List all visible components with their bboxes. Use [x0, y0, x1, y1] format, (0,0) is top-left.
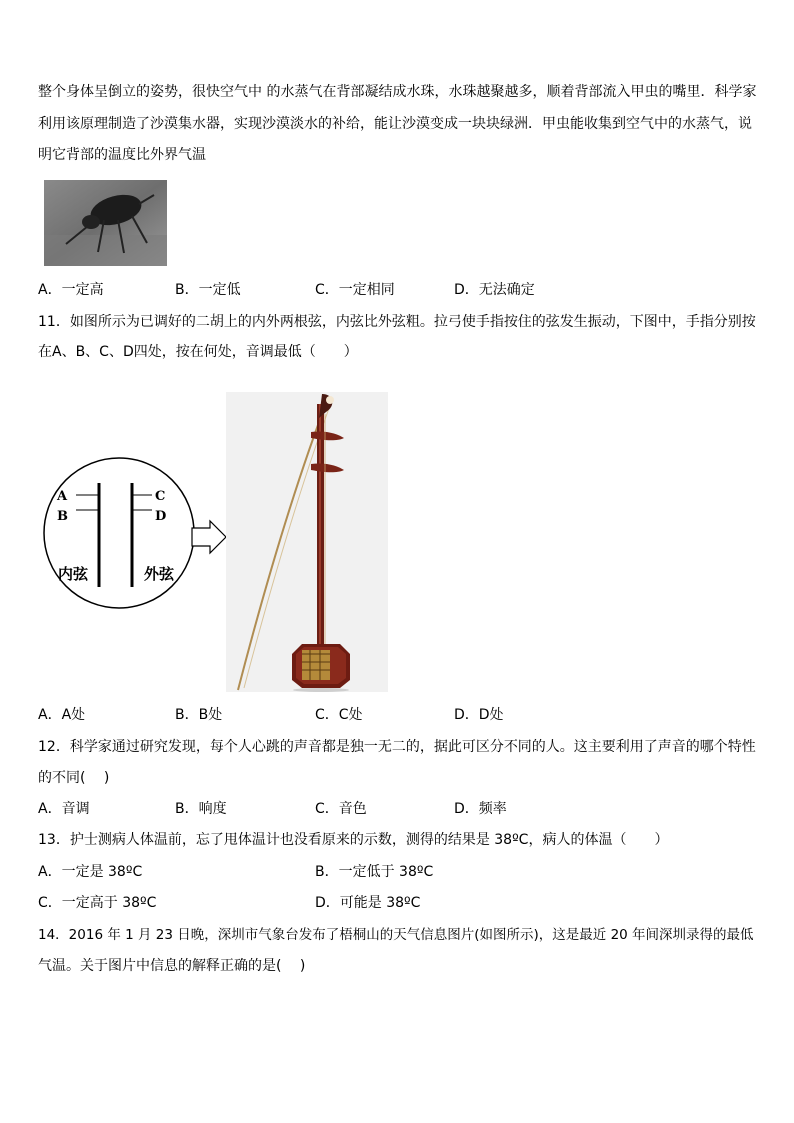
q10-line-3: 明它背部的温度比外界气温 [38, 147, 206, 163]
q12-option-d: D．频率 [454, 801, 507, 817]
q12-option-b: B．响度 [175, 801, 227, 817]
label-c: C [155, 489, 166, 504]
label-d: D [155, 509, 167, 524]
q10-option-b: B．一定低 [175, 282, 241, 298]
q11-option-a: A．A处 [38, 707, 86, 723]
label-a: A [57, 489, 68, 504]
q10-option-c: C．一定相同 [315, 282, 395, 298]
q11-option-c: C．C处 [315, 707, 363, 723]
q13-option-b: B．一定低于 38ºC [315, 864, 434, 880]
string-diagram [40, 455, 230, 615]
q13-line-1: 13．护士测病人体温前，忘了甩体温计也没看原来的示数，测得的结果是 38ºC，病人的体温（ ） [38, 832, 669, 848]
outer-string-label: 外弦 [144, 565, 175, 583]
q14-line-1: 14．2016 年 1 月 23 日晚，深圳市气象台发布了梧桐山的天气信息图片(如图所示)，这是最近 20 年间深圳录得的最低 [38, 927, 754, 943]
q10-option-d: D．无法确定 [454, 282, 535, 298]
erhu-photo [226, 392, 388, 692]
q12-line-1: 12．科学家通过研究发现，每个人心跳的声音都是独一无二的，据此可区分不同的人。这主要利用了声音的哪个特性 [38, 739, 756, 755]
q11-option-d: D．D处 [454, 707, 504, 723]
q10-line-1: 整个身体呈倒立的姿势，很快空气中 的水蒸气在背部凝结成水珠，水珠越聚越多，顺着背部流入甲虫的嘴里．科学家 [38, 84, 757, 100]
inner-string-label: 内弦 [58, 565, 89, 583]
q13-option-c: C．一定高于 38ºC [38, 895, 157, 911]
q10-line-2: 利用该原理制造了沙漠集水器，实现沙漠淡水的补给，能让沙漠变成一块块绿洲．甲虫能收集到空气中的水蒸气，说 [38, 116, 752, 132]
q12-line-2: 的不同( ) [38, 770, 110, 786]
label-b: B [57, 509, 68, 524]
q13-option-a: A．一定是 38ºC [38, 864, 143, 880]
q12-option-c: C．音色 [315, 801, 367, 817]
q11-option-b: B．B处 [175, 707, 223, 723]
q11-line-2: 在A、B、C、D四处，按在何处，音调最低（ ） [38, 344, 358, 360]
q10-option-a: A．一定高 [38, 282, 104, 298]
q12-option-a: A．音调 [38, 801, 90, 817]
beetle-photo [44, 180, 167, 266]
q13-option-d: D．可能是 38ºC [315, 895, 421, 911]
q14-line-2: 气温。关于图片中信息的解释正确的是( ) [38, 958, 306, 974]
q11-line-1: 11．如图所示为已调好的二胡上的内外两根弦，内弦比外弦粗。拉弓使手指按住的弦发生振动，下图中，手指分别按 [38, 314, 756, 330]
